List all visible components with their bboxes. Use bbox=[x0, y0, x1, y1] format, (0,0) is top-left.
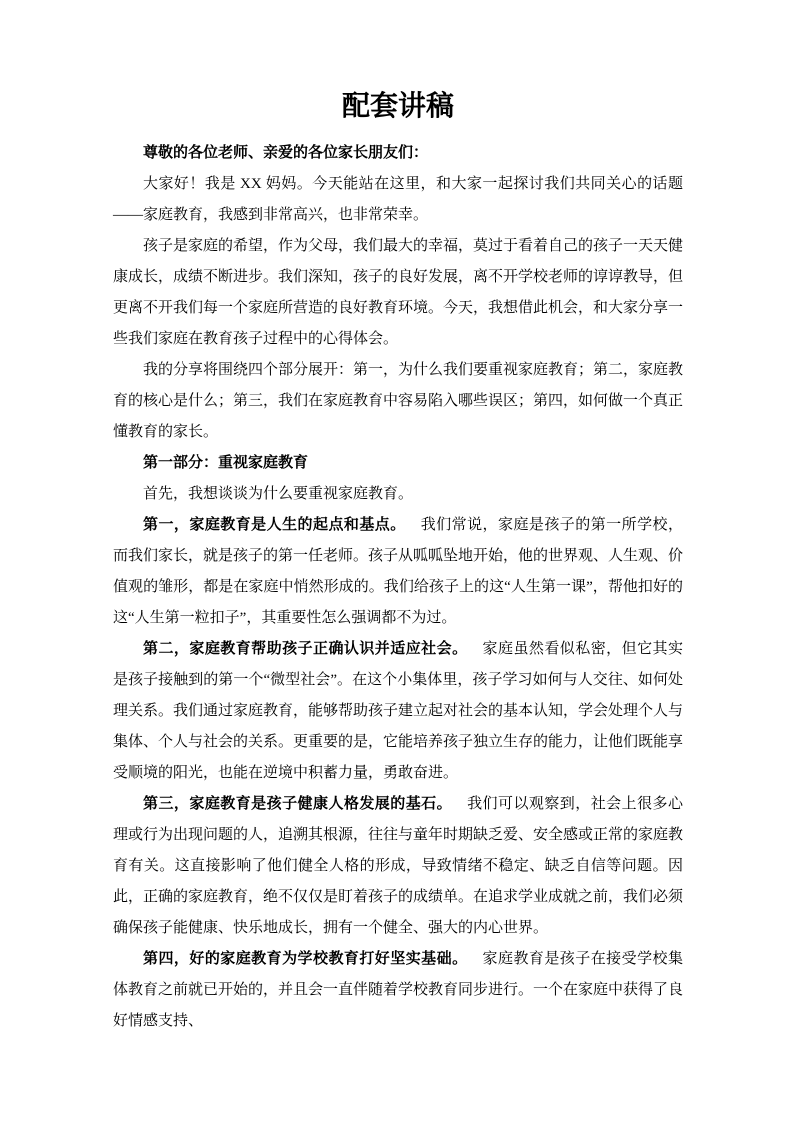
point1-text: 我们常说，家庭是孩子的第一所学校，而我们家长，就是孩子的第一任老师。孩子从呱呱坠地开始，他的世界观、人生观、价值观的雏形，都是在家庭中悄然形成的。我们给孩子上的这“人生第一课”，帮他扣好的这“人生第一粒扣子”，其重要性怎么强调都不为过。 bbox=[113, 517, 684, 626]
paragraph-opening: 孩子是家庭的希望，作为父母，我们最大的幸福，莫过于看着自己的孩子一天天健康成长，成绩不断进步。我们深知，孩子的良好发展，离不开学校老师的谆谆教导，但更离不开我们每一个家庭所营造的良好教育环境。今天，我想借此机会，和大家分享一些我们家庭在教育孩子过程中的心得体会。 bbox=[113, 238, 684, 347]
point4-text: 家庭教育是孩子在接受学校集体教育之前就已开始的，并且会一直伴随着学校教育同步进行。一个在家庭中获得了良好情感支持、 bbox=[113, 951, 684, 1029]
paragraph-point3 bbox=[113, 789, 683, 944]
paragraph-point4 bbox=[113, 944, 683, 1037]
paragraph-point1 bbox=[113, 510, 683, 634]
point2-text: 家庭虽然看似私密，但它其实是孩子接触到的第一个“微型社会”。在这个小集体里，孩子学习如何与人交往、如何处理关系。我们通过家庭教育，能够帮助孩子建立起对社会的基本认知，学会处理个人与集体、个人与社会的关系。更重要的是，它能培养孩子独立生存的能力，让他们既能享受顺境的阳光，也能在逆境中积蓄力量，勇敢奋进。 bbox=[113, 641, 684, 781]
paragraph-section1-intro: 首先，我想谈谈为什么要重视家庭教育。 bbox=[143, 486, 414, 502]
paragraph-greeting: 大家好！我是 XX 妈妈。今天能站在这里，和大家一起探讨我们共同关心的话题——家庭教育，我感到非常高兴，也非常荣幸。 bbox=[113, 176, 683, 223]
paragraph-outline: 我的分享将围绕四个部分展开：第一，为什么我们要重视家庭教育；第二，家庭教育的核心是什么；第三，我们在家庭教育中容易陷入哪些误区；第四，如何做一个真正懂教育的家长。 bbox=[113, 362, 684, 440]
point3-text: 我们可以观察到，社会上很多心理或行为出现问题的人，追溯其根源，往往与童年时期缺乏爱、安全感或正常的家庭教育有关。这直接影响了他们健全人格的形成，导致情绪不稳定、缺乏自信等问题。因此，正确的家庭教育，绝不仅仅是盯着孩子的成绩单。在追求学业成就之前，我们必须确保孩子能健康、快乐地成长，拥有一个健全、强大的内心世界。 bbox=[113, 796, 684, 936]
point4-lead: 第四，好的家庭教育为学校教育打好坚实基础。 bbox=[143, 951, 468, 967]
paragraph-point2 bbox=[113, 634, 683, 789]
point3-lead: 第三，家庭教育是孩子健康人格发展的基石。 bbox=[143, 796, 453, 812]
paragraph-salutation: 尊敬的各位老师、亲爱的各位家长朋友们： bbox=[143, 145, 429, 161]
point2-lead: 第二，家庭教育帮助孩子正确认识并适应社会。 bbox=[143, 641, 468, 657]
point1-lead: 第一，家庭教育是人生的起点和基点。 bbox=[143, 517, 406, 533]
section-heading-part1: 第一部分：重视家庭教育 bbox=[143, 455, 309, 471]
document-title: 配套讲稿 bbox=[341, 91, 454, 122]
